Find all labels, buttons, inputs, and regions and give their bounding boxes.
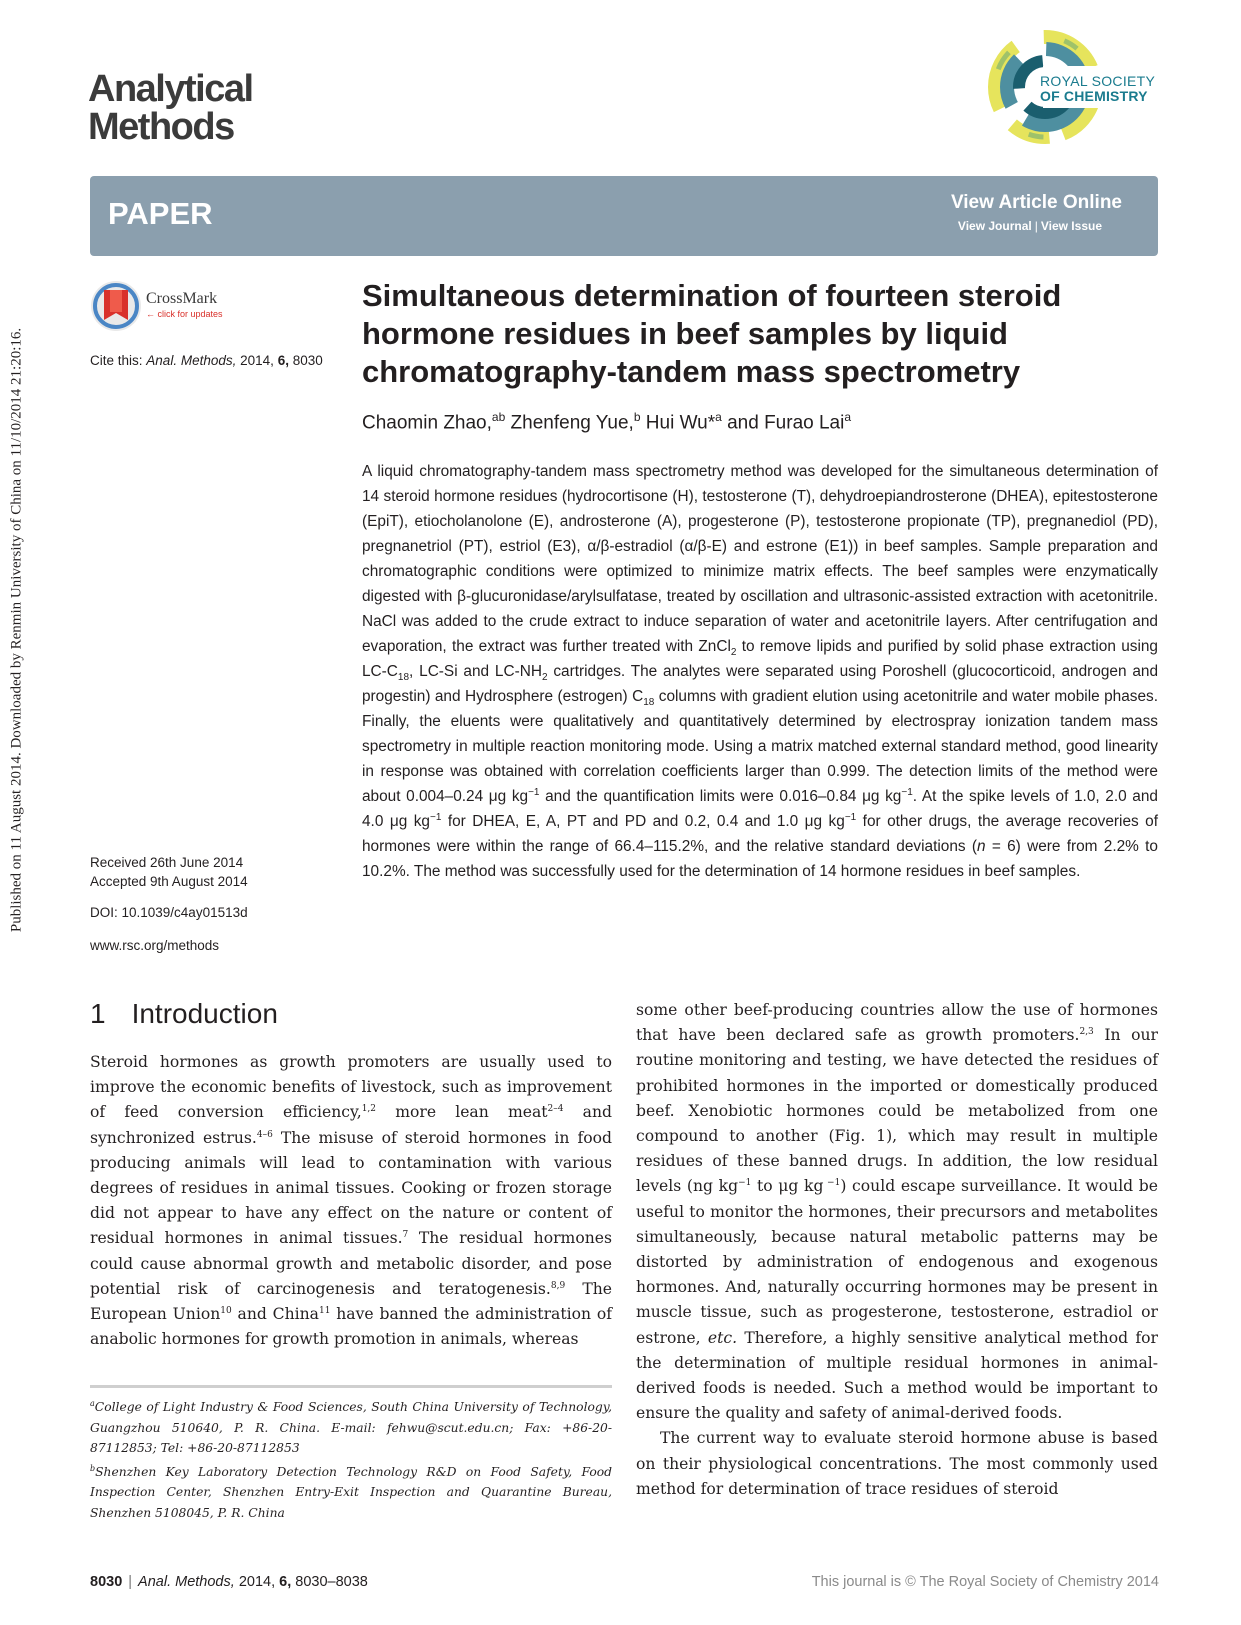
view-links: View Journal | View Issue bbox=[957, 219, 1102, 233]
footnote-divider bbox=[90, 1385, 612, 1388]
journal-title-line2: Methods bbox=[88, 106, 234, 148]
affiliation-footnotes bbox=[90, 1397, 612, 1527]
ref-link[interactable]: 8,9 bbox=[550, 1280, 566, 1291]
view-journal-link[interactable]: View Journal bbox=[957, 219, 1032, 233]
author-name: Hui Wu* bbox=[645, 412, 716, 434]
article-title: Simultaneous determination of fourteen steroid hormone residues in beef samples by liquid chromatography-tandem mass spectrometry bbox=[362, 278, 1062, 389]
author-list: Chaomin Zhao,$^{ab}$ Zhenfeng Yue,$^b$ Hui Wu*$^a$ and Furao Lai$^a$ bbox=[362, 410, 852, 434]
ref-link[interactable]: 11 bbox=[318, 1305, 331, 1316]
ref-link[interactable]: 10 bbox=[220, 1305, 232, 1316]
ref-link[interactable]: 4–6 bbox=[256, 1129, 273, 1140]
received-accepted-dates bbox=[90, 853, 248, 891]
received-date: Received 26th June 2014 bbox=[90, 855, 244, 870]
article-type-label: PAPER bbox=[108, 196, 213, 231]
crossmark-title: CrossMark bbox=[146, 290, 218, 307]
ref-link[interactable]: 1,2 bbox=[361, 1104, 377, 1115]
crossmark-icon bbox=[90, 280, 142, 332]
section-heading-introduction bbox=[90, 998, 278, 1030]
author-name: and Furao Lai bbox=[727, 412, 845, 434]
paragraph: some other beef-producing countries allow the use of hormones that have been declared safe as growth promoters.$^{2,3}$ In our routine monitoring and testing, we have detected the residues of prohibited hormones in the imported or domestically produced beef. Xenobiotic hormones could be metabolized from one compound to another (Fig. 1), which may result in multiple residues of these banned drugs. In addition, the low residual levels (ng $kg^{-1}$ to μg kg $^{-1}$) could escape surveillance. It would be useful to monitor the hormones, their precursors and metabolites simultaneously, because natural metabolic patterns may be distorted by administration of endogenous and exogenous hormones. And, naturally occurring hormones may be present in muscle tissue, such as progesterone, testosterone, estradiol or estrone, etc. Therefore, a highly sensitive analytical method for the determination of multiple residual hormones in animal-derived foods is needed. Such a method would be important to ensure the quality and safety of animal-derived foods. bbox=[636, 1001, 1159, 1423]
author-name: Zhenfeng Yue, bbox=[510, 412, 634, 434]
crossmark-badge[interactable] bbox=[90, 280, 240, 332]
rsc-logo-text bbox=[1040, 74, 1155, 104]
author-name: Chaomin Zhao, bbox=[362, 412, 492, 434]
cite-this: Cite this: Anal. Methods, 2014, 6, 8030 bbox=[90, 353, 323, 368]
rsc-logo-line2: OF CHEMISTRY bbox=[1040, 88, 1148, 104]
download-watermark bbox=[0, 0, 34, 1625]
ref-link[interactable]: 2,3 bbox=[1079, 1027, 1094, 1038]
page-number: 8030 bbox=[90, 1574, 123, 1590]
view-issue-link[interactable]: View Issue bbox=[1040, 219, 1102, 233]
copyright-notice: This journal is © The Royal Society of Chemistry 2014 bbox=[811, 1574, 1159, 1590]
page-footer-citation: 8030 | Anal. Methods, 2014, 6, 8030–8038 bbox=[90, 1574, 368, 1590]
section-number: 1 bbox=[90, 998, 106, 1029]
ref-link[interactable]: 2–4 bbox=[547, 1104, 564, 1115]
section-title: Introduction bbox=[131, 998, 278, 1029]
ref-link[interactable]: 7 bbox=[402, 1230, 409, 1241]
download-watermark-text: Published on 11 August 2014. Downloaded by Renmin University of China on 11/10/2014 21:20:16. bbox=[8, 327, 25, 933]
view-article-online-link[interactable]: View Article Online bbox=[950, 192, 1122, 213]
accepted-date: Accepted 9th August 2014 bbox=[90, 874, 248, 889]
paragraph: The current way to evaluate steroid hormone abuse is based on their physiological concentrations. The most commonly used method for determination of trace residues of steroid bbox=[636, 1429, 1158, 1498]
abstract: A liquid chromatography-tandem mass spectrometry method was developed for the simultaneous determination of 14 steroid hormone residues (hydrocortisone (H), testosterone (T), dehydroepiandrosterone (DHEA), epitestosterone (EpiT), etiocholanolone (E), androsterone (A), progesterone (P), testosterone propionate (TP), pregnanediol (PD), pregnanetriol (PT), estriol (E3), α/β-estradiol (α/β-E) and estrone (E1)) in beef samples. Sample preparation and chromatographic conditions were optimized to minimize matrix effects. The beef samples were enzymatically digested with β-glucuronidase/arylsulfatase, treated by oscillation and ultrasonic-assisted extraction with acetonitrile. NaCl was added to the crude extract to induce separation of water and acetonitrile layers. After centrifugation and evaporation, the extract was further treated with ZnCl$_2$ to remove lipids and purified by solid phase extraction using $LC-C_{18}$, LC-Si and $LC-NH_2$ cartridges. The analytes were separated using Poroshell (glucocorticoid, androgen and progestin) and Hydrosphere (estrogen) $C_{18}$ columns with gradient elution using acetonitrile and water mobile phases. Finally, the eluents were qualitatively and quantitatively determined by electrospray ionization tandem mass spectrometry in multiple reaction monitoring mode. Using a matrix matched external standard method, good linearity in response was obtained with correlation coefficients larger than 0.999. The detection limits of the method were about 0.004–0.24 μg $kg^{-1}$ and the quantification limits were 0.016–0.84 μg $kg^{-1}$. At the spike levels of 1.0, 2.0 and 4.0 μg $kg^{-1}$ for DHEA, E, A, PT and PD and 0.2, 0.4 and 1.0 μg $kg^{-1}$ for other drugs, the average recoveries of hormones were within the range of 66.4–115.2%, and the relative standard deviations (n = 6) were from 2.2% to 10.2%. The method was successfully used for the determination of 14 hormone residues in beef samples. bbox=[362, 463, 1159, 880]
article-type-banner bbox=[90, 176, 1158, 256]
doi[interactable]: DOI: 10.1039/c4ay01513d bbox=[90, 905, 248, 920]
rsc-logo-line1: ROYAL SOCIETY bbox=[1040, 73, 1156, 89]
journal-title[interactable] bbox=[88, 70, 253, 146]
journal-website-link[interactable]: www.rsc.org/methods bbox=[90, 938, 220, 953]
intro-left-column: Steroid hormones as growth promoters are usually used to improve the economic benefits of livestock, such as improvement of feed conversion efficiency,$^{1,2}$ more lean meat$^{2-4}$ and synchronized estrus.$^{4-6}$ The misuse of steroid hormones in food producing animals will lead to contamination with various degrees of residues in animal tissues. Cooking or frozen storage did not appear to have any effect on the nature or content of residual hormones in animal tissues.$^7$ The residual hormones could cause abnormal growth and metabolic disorder, and pose potential risk of carcinogenesis and teratogenesis.$^{8,9}$ The European Union$^{10}$ and China$^{11}$ have banned the administration of anabolic hormones for growth promotion in animals, whereas bbox=[90, 1053, 613, 1349]
crossmark-subtitle: ← click for updates bbox=[146, 309, 223, 319]
intro-right-column bbox=[636, 998, 1158, 1502]
footnote-b: $^b$Shenzhen Key Laboratory Detection Technology R&D on Food Safety, Food Inspection Center, Shenzhen Entry-Exit Inspection and Quarantine Bureau, Shenzhen 5108045, P. R. China bbox=[90, 1463, 612, 1520]
journal-title-line1: Analytical bbox=[88, 68, 253, 110]
footnote-a: $^a$College of Light Industry & Food Sciences, South China University of Technology, Guangzhou 510640, P. R. China. E-mail: fehwu@scut.edu.cn; Fax: +86-20-87112853; Tel: +86-20-87112853 bbox=[90, 1398, 612, 1456]
